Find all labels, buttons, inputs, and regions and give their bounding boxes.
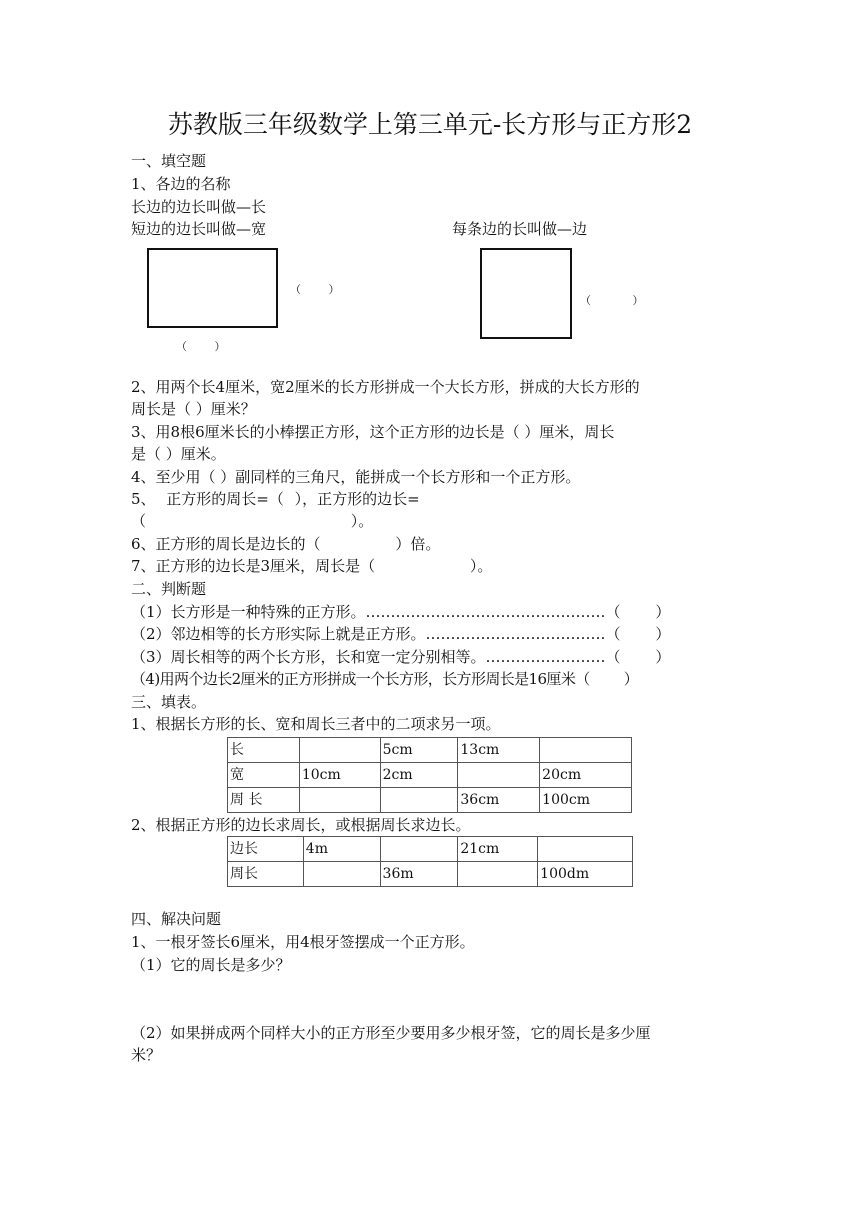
square-figure [480, 248, 572, 339]
table-cell: 周 长 [228, 788, 300, 813]
section-4-heading: 四、解决问题 [131, 910, 222, 928]
table-cell: 宽 [228, 763, 300, 788]
table-cell[interactable] [303, 862, 380, 887]
section-2-heading: 二、判断题 [131, 580, 207, 598]
q1-line-long: 长边的边长叫做—长 [131, 198, 267, 216]
table-cell: 20cm [540, 763, 632, 788]
table-cell[interactable] [299, 788, 380, 813]
square-right-blank: （ ） [580, 294, 644, 307]
rectangle-right-blank: （ ） [290, 283, 340, 296]
judge-item-4: （4)用两个边长2厘米的正方形拼成一个长方形，长方形周长是16厘米（ ） [131, 670, 639, 688]
q6-line: 6、正方形的周长是边长的（ ）倍。 [131, 535, 441, 553]
problem-1-part-2-line-a: （2）如果拼成两个同样大小的正方形至少要用多少根牙签，它的周长是多少厘 [131, 1024, 651, 1042]
q2-line-a: 2、用两个长4厘米，宽2厘米的长方形拼成一个大长方形，拼成的大长方形的 [131, 378, 640, 396]
table1-label: 1、根据长方形的长、宽和周长三者中的二项求另一项。 [131, 715, 501, 733]
q5-line-a: 5、 正方形的周长=（ ），正方形的边长= [131, 490, 420, 508]
q4-line: 4、至少用（ ）副同样的三角尺，能拼成一个长方形和一个正方形。 [131, 468, 581, 486]
q1-label: 1、各边的名称 [131, 175, 231, 193]
judge-item-2: （2）邻边相等的长方形实际上就是正方形。………………………………（ ） [131, 625, 671, 643]
table-cell[interactable] [299, 738, 380, 763]
table-cell: 100dm [538, 862, 633, 887]
table-cell[interactable] [540, 738, 632, 763]
q3-line-b: 是（ ）厘米。 [131, 445, 226, 463]
q3-line-a: 3、用8根6厘米长的小棒摆正方形，这个正方形的边长是（ ）厘米，周长 [131, 423, 615, 441]
table-cell: 5cm [380, 738, 458, 763]
problem-1-part-1: （1）它的周长是多少？ [131, 956, 291, 974]
problem-1-part-2-line-b: 米？ [131, 1046, 162, 1064]
table-cell: 长 [228, 738, 300, 763]
problem-1-line: 1、一根牙签长6厘米，用4根牙签摆成一个正方形。 [131, 933, 475, 951]
table-cell[interactable] [380, 788, 458, 813]
table-cell[interactable] [458, 763, 540, 788]
q7-line: 7、正方形的边长是3厘米，周长是（ ）。 [131, 557, 493, 575]
table-cell: 2cm [380, 763, 458, 788]
table-cell[interactable] [458, 862, 538, 887]
section-1-heading: 一、填空题 [131, 152, 207, 170]
table-row [228, 862, 633, 887]
rectangle-bottom-blank: （ ） [176, 340, 226, 353]
table-row [228, 763, 632, 788]
square-table [227, 836, 633, 887]
q1-line-short: 短边的边长叫做—宽 [131, 220, 267, 238]
rectangle-figure [147, 248, 278, 328]
table-cell: 36cm [458, 788, 540, 813]
table-row [228, 738, 632, 763]
rectangle-table [227, 737, 632, 813]
table-cell: 100cm [540, 788, 632, 813]
table-cell: 边长 [228, 837, 304, 862]
judge-item-1: （1）长方形是一种特殊的正方形。…………………………………………（ ） [131, 603, 671, 621]
judge-item-3: （3）周长相等的两个长方形，长和宽一定分别相等。……………………（ ） [131, 648, 671, 666]
q5-line-b: （ ）。 [131, 512, 374, 530]
section-3-heading: 三、填表。 [131, 693, 207, 711]
table-cell: 4m [303, 837, 380, 862]
table-cell: 10cm [299, 763, 380, 788]
table-row [228, 788, 632, 813]
q1-line-square: 每条边的长叫做—边 [452, 220, 588, 238]
table-row [228, 837, 633, 862]
table2-label: 2、根据正方形的边长求周长，或根据周长求边长。 [131, 816, 471, 834]
table-cell: 13cm [458, 738, 540, 763]
q2-line-b: 周长是（ ）厘米？ [131, 400, 256, 418]
table-cell[interactable] [538, 837, 633, 862]
table-cell[interactable] [380, 837, 458, 862]
table-cell: 36m [380, 862, 458, 887]
table-cell: 周长 [228, 862, 304, 887]
page-title: 苏教版三年级数学上第三单元-长方形与正方形2 [167, 110, 693, 139]
table-cell: 21cm [458, 837, 538, 862]
